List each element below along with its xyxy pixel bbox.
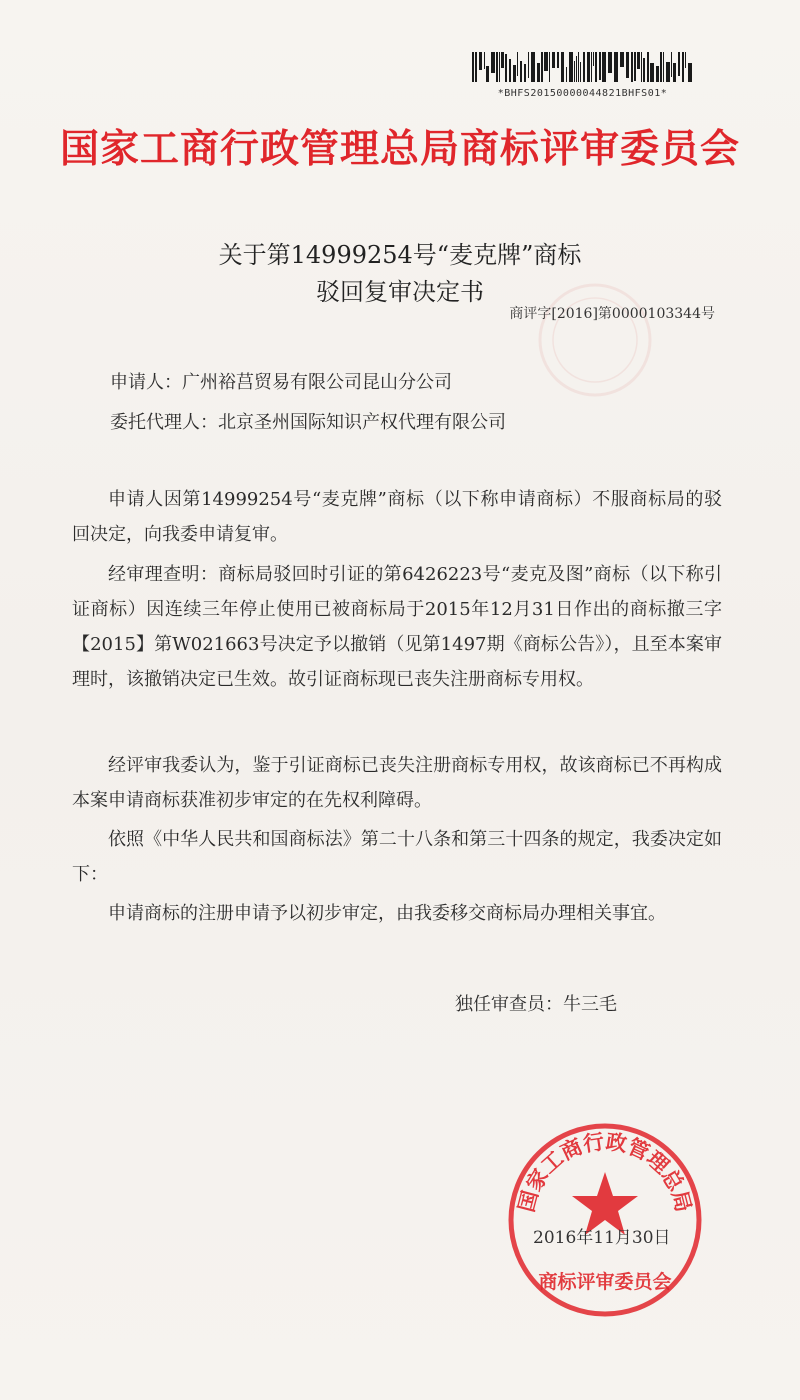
barcode-bar (496, 52, 498, 82)
barcode-bar (528, 52, 529, 78)
paragraph-text: 依照《中华人民共和国商标法》第二十八条和第三十四条的规定，我委决定如下： (72, 829, 722, 885)
paragraph-request (72, 482, 722, 552)
seal-bottom-text: 商标评审委员会 (538, 1271, 672, 1293)
paragraph-legal-basis (72, 822, 722, 892)
organization-title: 国家工商行政管理总局商标评审委员会 (59, 127, 740, 172)
examiner-signature-line: 独任审查员：牛三毛 (455, 994, 617, 1015)
barcode-bar (641, 52, 642, 82)
barcode-bar (549, 52, 550, 82)
barcode-bar (557, 52, 559, 68)
paragraph-findings (72, 557, 722, 697)
barcode-bar (634, 52, 636, 81)
seal-ring-text: 国家工商行政管理总局 (514, 1129, 696, 1215)
barcode-bar (537, 63, 540, 82)
barcode-bar (479, 52, 482, 70)
barcode-bar (620, 52, 624, 67)
barcode-bar (595, 52, 597, 82)
barcode-bar (650, 63, 654, 82)
barcode-bar (688, 63, 692, 82)
paragraph-text: 经审理查明：商标局驳回时引证的第6426223号“麦克及图”商标（以下称引证商标）因连续三年停止使用已被商标局于2015年12月31日作出的商标撤三字【2015】第W021663号决定予以撤销（见第1497期《商标公告》），且至本案审理时，该撤销决定已生效。故引证商标现已丧失注册商标专用权。 (72, 564, 722, 690)
barcode-bar (647, 52, 649, 82)
paragraph-decision (72, 896, 722, 931)
document-title-line1: 关于第14999254号“麦克牌”商标 (218, 241, 582, 269)
barcode-bar (682, 52, 684, 82)
barcode-bar (587, 52, 590, 82)
barcode-bar (599, 52, 601, 80)
barcode-bar (475, 52, 477, 82)
barcode-bar (663, 52, 664, 82)
barcode-bar (576, 56, 577, 82)
barcode-bar (608, 52, 612, 73)
barcode-bar (524, 64, 526, 82)
barcode-bar (656, 66, 659, 82)
barcode-bar (472, 52, 474, 82)
barcode-bar (569, 52, 573, 82)
barcode-bar (574, 61, 575, 82)
barcode-bar (501, 52, 504, 68)
agent-line: 委托代理人：北京圣州国际知识产权代理有限公司 (110, 412, 506, 433)
document-title-line2: 驳回复审决定书 (316, 278, 484, 306)
barcode-bar (602, 52, 606, 82)
paragraph-text: 经评审我委认为，鉴于引证商标已丧失注册商标专用权，故该商标已不再构成本案申请商标获准初步审定的在先权利障碍。 (72, 755, 722, 811)
barcode-bar (484, 52, 485, 69)
barcode-bar (513, 65, 516, 82)
barcode-bar (637, 52, 640, 69)
barcode-bar (583, 52, 585, 82)
barcode-bar (520, 61, 522, 82)
barcode-bar (544, 52, 548, 71)
barcode-bar (566, 67, 567, 82)
barcode-number: *BHFS20150000044821BHFS01* (497, 88, 668, 99)
barcode-bar (541, 52, 543, 82)
barcode-bar (491, 52, 495, 73)
paragraph-text: 申请人因第14999254号“麦克牌”商标（以下称申请商标）不服商标局的驳回决定，向我委申请复审。 (72, 489, 722, 545)
paragraph-opinion (72, 748, 722, 818)
applicant-line: 申请人：广州裕莒贸易有限公司昆山分公司 (110, 372, 452, 393)
barcode-bar (671, 52, 672, 77)
decision-date: 2016年11月30日 (533, 1228, 671, 1248)
barcode-bar (626, 52, 629, 78)
barcode-bar (591, 52, 592, 82)
barcode-bar (660, 52, 662, 82)
barcode-bar (486, 66, 489, 82)
barcode (470, 52, 695, 99)
barcode-bar (561, 52, 564, 82)
official-seal (505, 1120, 705, 1320)
barcode-bar (678, 52, 680, 76)
barcode-bars (470, 52, 695, 82)
barcode-bar (499, 52, 500, 82)
barcode-bar (643, 58, 645, 82)
barcode-bar (531, 52, 535, 82)
barcode-bar (666, 62, 670, 82)
barcode-bar (509, 59, 511, 82)
barcode-bar (578, 52, 579, 82)
paragraph-text: 申请商标的注册申请予以初步审定，由我委移交商标局办理相关事宜。 (108, 903, 666, 924)
barcode-bar (593, 52, 594, 66)
barcode-bar (631, 52, 633, 82)
barcode-bar (552, 52, 555, 68)
barcode-bar (505, 54, 507, 82)
reference-number: 商评字[2016]第0000103344号 (509, 306, 715, 322)
barcode-bar (580, 62, 581, 82)
barcode-bar (673, 63, 676, 82)
barcode-bar (517, 52, 518, 76)
barcode-bar (614, 52, 618, 82)
barcode-bar (685, 52, 686, 68)
